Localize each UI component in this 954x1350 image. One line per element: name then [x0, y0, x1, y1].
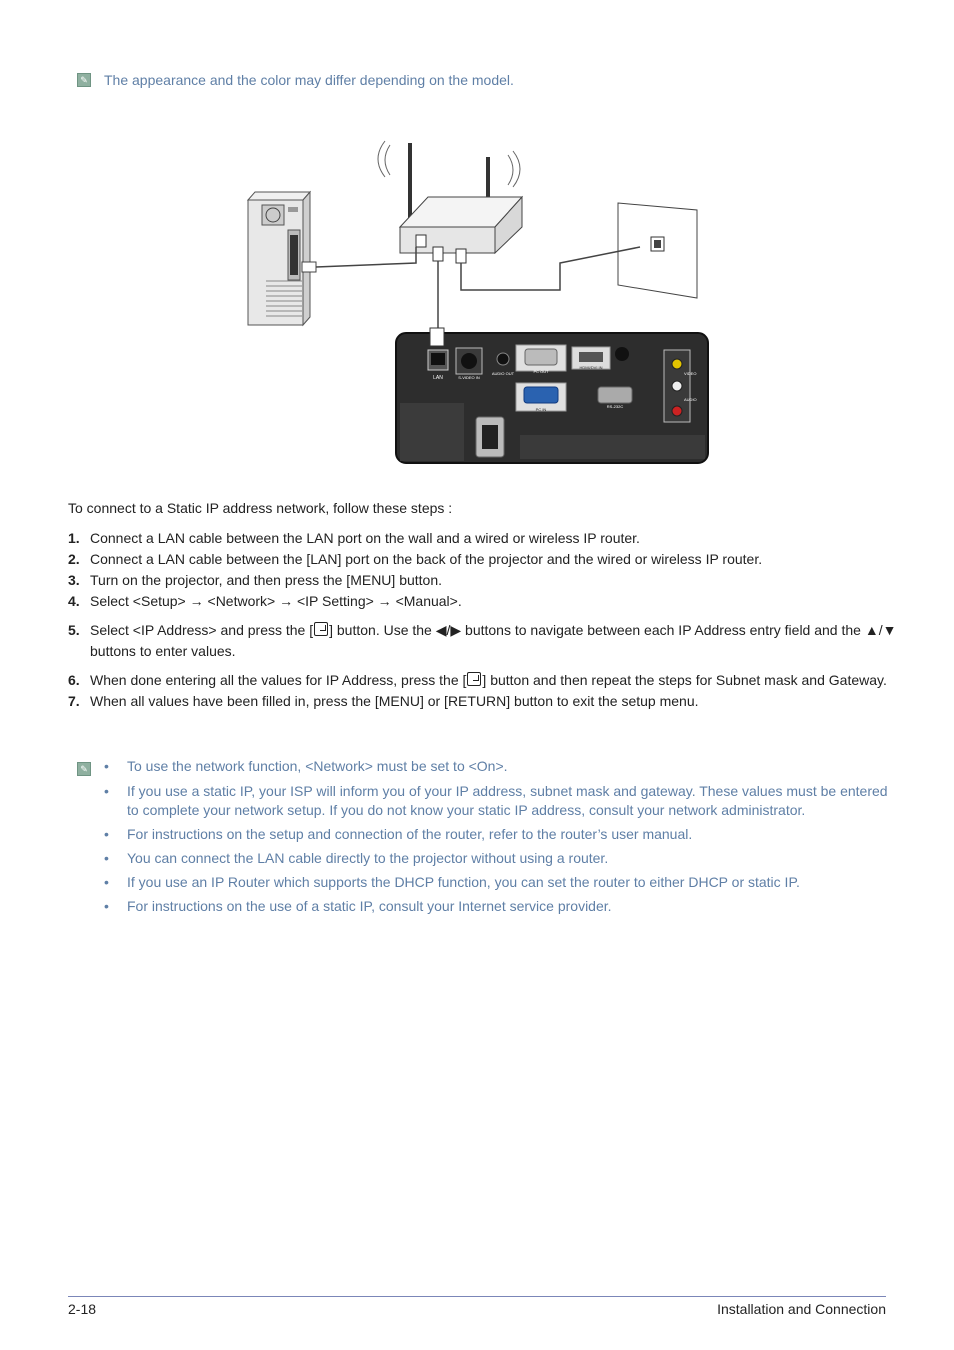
note-item [104, 782, 894, 820]
step-text: Select <Setup> → <Network> → <IP Setting> → <Manual>. [90, 593, 462, 609]
step-text: Turn on the projector, and then press the [MENU] button. [90, 572, 443, 588]
step-text: Connect a LAN cable between the LAN port on the wall and a wired or wireless IP router. [90, 530, 640, 546]
note-item [104, 849, 894, 868]
step-text-b: ] button. Use the ◀/▶ buttons to navigate between each IP Address entry field and the ▲/▼ buttons to enter values. [90, 622, 897, 659]
step-item [68, 620, 898, 662]
connection-diagram [240, 135, 715, 470]
step-number: 4. [68, 593, 80, 609]
top-note: The appearance and the color may differ depending on the model. [104, 72, 514, 88]
step-number: 6. [68, 672, 80, 688]
enter-button-icon [314, 622, 328, 636]
note-text: If you use a static IP, your ISP will inform you of your IP address, subnet mask and gateway. These values must be entered to complete your network setup. If you do not know your static IP address, consult your network administrator. [127, 783, 888, 818]
step-text-a: When done entering all the values for IP Address, press the [ [90, 672, 467, 688]
step-item [68, 591, 898, 612]
notes-list [104, 757, 894, 916]
note-item [104, 825, 894, 844]
step-text: Connect a LAN cable between the [LAN] port on the back of the projector and the wired or wireless IP router. [90, 551, 763, 567]
bullet: • [104, 850, 109, 866]
wall-socket-icon [618, 203, 697, 298]
step-item [68, 528, 898, 549]
bullet: • [104, 826, 109, 842]
audio-label: AUDIO [684, 397, 697, 402]
note-item [104, 897, 894, 916]
hdmi-label: HDMI/DVI IN [579, 365, 603, 370]
steps-list [68, 528, 898, 712]
footer-divider [68, 1296, 886, 1297]
step-text [90, 670, 898, 691]
step-number: 2. [68, 551, 80, 567]
step-item [68, 570, 898, 591]
step-item [68, 691, 898, 712]
note-text: If you use an IP Router which supports the DHCP function, you can set the router to either DHCP or static IP. [127, 874, 800, 890]
step-text-b: ] button and then repeat the steps for Subnet mask and Gateway. [482, 672, 887, 688]
note-item [104, 873, 894, 892]
bullet: • [104, 758, 109, 774]
lan-port-label: LAN [433, 375, 443, 381]
note-text: For instructions on the setup and connection of the router, refer to the router’s user manual. [127, 826, 693, 842]
lan-cables [316, 247, 640, 333]
step-text: When all values have been filled in, press the [MENU] or [RETURN] button to exit the setup menu. [90, 693, 699, 709]
step-number: 7. [68, 693, 80, 709]
section-title: Installation and Connection [717, 1301, 886, 1317]
bullet: • [104, 874, 109, 890]
audio-out-label: AUDIO OUT [491, 371, 515, 376]
bullet: • [104, 898, 109, 914]
note-icon: ✎ [77, 73, 91, 87]
step-text [90, 620, 898, 662]
intro-text: To connect to a Static IP address network, follow these steps : [68, 500, 453, 516]
note-text: For instructions on the use of a static IP, consult your Internet service provider. [127, 898, 612, 914]
svideo-label: S-VIDEO IN [458, 375, 480, 380]
rs232c-label: RS-232C [606, 404, 624, 409]
note-item [104, 757, 894, 776]
note-icon: ✎ [77, 762, 91, 776]
pc-in-label: PC IN [535, 407, 547, 412]
router-icon [378, 141, 522, 263]
note-text: You can connect the LAN cable directly to the projector without using a router. [127, 850, 609, 866]
step-number: 5. [68, 622, 80, 638]
page-number: 2-18 [68, 1301, 97, 1317]
note-text: To use the network function, <Network> must be set to <On>. [127, 758, 508, 774]
step-number: 1. [68, 530, 80, 546]
step-number: 3. [68, 572, 80, 588]
projector-back-panel [396, 328, 708, 463]
step-text-a: Select <IP Address> and press the [ [90, 622, 314, 638]
video-label: VIDEO [684, 371, 697, 376]
pc-tower-icon [248, 192, 316, 325]
step-item [68, 549, 898, 570]
enter-button-icon [467, 672, 481, 686]
pc-out-label: PC OUT [533, 369, 549, 374]
step-item [68, 670, 898, 691]
bullet: • [104, 783, 109, 799]
